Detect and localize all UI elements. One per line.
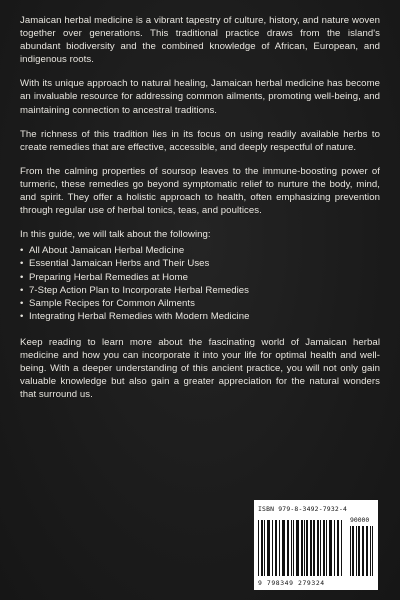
barcode-bar: [329, 520, 332, 576]
barcode-bar: [291, 520, 292, 576]
list-item-label: All About Jamaican Herbal Medicine: [29, 245, 185, 257]
barcode-bar: [301, 520, 303, 576]
barcode-bar: [272, 520, 273, 576]
list-item: [20, 284, 380, 297]
paragraph-2: With its unique approach to natural healing, Jamaican herbal medicine has become an invaluable resource for addressing common ailments, promoting well-being, and maintaining connection to ancestral traditions.: [20, 78, 380, 116]
bullet-icon: •: [20, 297, 24, 309]
barcode-bar: [306, 520, 308, 576]
list-item: [20, 310, 380, 323]
barcode-bar: [261, 520, 263, 576]
barcode-bar: [258, 520, 259, 576]
list-item-label: 7-Step Action Plan to Incorporate Herbal Remedies: [29, 284, 250, 296]
barcode-bar: [334, 520, 335, 576]
paragraph-3: The richness of this tradition lies in its focus on using readily available herbs to create remedies that are effective, accessible, and deeply respectful of nature.: [20, 128, 380, 153]
barcode-bar: [317, 520, 319, 576]
list-item: [20, 297, 380, 310]
barcode-bar: [323, 520, 325, 576]
barcode-bar: [267, 520, 270, 576]
barcode-bar: [287, 520, 289, 576]
barcode-bar: [279, 520, 280, 576]
cover-text: [20, 14, 380, 412]
barcode-bar: [352, 526, 354, 576]
bullet-icon: •: [20, 245, 24, 257]
barcode-bar: [293, 520, 294, 576]
guide-intro: In this guide, we will talk about the following:: [20, 229, 211, 241]
price-code: 90000: [350, 516, 370, 524]
bullet-icon: •: [20, 271, 24, 283]
barcode-bar: [337, 520, 339, 576]
barcode-bar: [370, 526, 371, 576]
barcode-bar: [350, 526, 351, 576]
barcode-bar: [372, 526, 373, 576]
barcode-bar: [275, 520, 277, 576]
barcode-bar: [326, 520, 327, 576]
list-item-label: Essential Jamaican Herbs and Their Uses: [29, 258, 210, 270]
guide-list: [20, 244, 380, 323]
barcode-bar: [313, 520, 315, 576]
list-item-label: Preparing Herbal Remedies at Home: [29, 271, 188, 283]
barcode-bar: [282, 520, 285, 576]
list-item: [20, 257, 380, 270]
closing-paragraph: Keep reading to learn more about the fascinating world of Jamaican herbal medicine and how you can incorporate it into your life for optimal health and well-being. With a deeper understanding of this ancient practice, you will not only gain valuable knowledge but also gain a greater appreciation for the natural wonders that surround us.: [20, 336, 380, 401]
barcode-icon: [258, 520, 376, 578]
barcode-bar: [358, 526, 360, 576]
list-item: [20, 271, 380, 284]
barcode-bar: [304, 520, 305, 576]
barcode-bar: [296, 520, 299, 576]
bullet-icon: •: [20, 258, 24, 270]
barcode-bar: [356, 526, 357, 576]
bullet-icon: •: [20, 310, 24, 322]
barcode-bar: [310, 520, 312, 576]
barcode-bar: [320, 520, 321, 576]
paragraph-1: Jamaican herbal medicine is a vibrant tapestry of culture, history, and nature woven together over generations. This traditional practice draws from the island's abundant biodiversity and the combined knowledge of African, European, and indigenous roots.: [20, 15, 380, 66]
isbn-label: ISBN 979-8-3492-7932-4: [258, 505, 348, 513]
paragraph-4: From the calming properties of soursop leaves to the immune-boosting power of turmeric, these remedies go beyond symptomatic relief to nurture the body, mind, and spirit. They offer a holistic approach to health, often emphasizing prevention through regular use of herbal tonics, teas, and poultices.: [20, 165, 380, 217]
barcode-bar: [366, 526, 368, 576]
barcode-number: 9 798349 279324: [258, 579, 325, 587]
list-item: [20, 244, 380, 257]
list-item-label: Integrating Herbal Remedies with Modern Medicine: [29, 310, 250, 322]
barcode-bar: [362, 526, 364, 576]
bullet-icon: •: [20, 284, 24, 296]
barcode-bar: [341, 520, 342, 576]
list-item-label: Sample Recipes for Common Ailments: [29, 297, 195, 309]
barcode-bar: [264, 520, 265, 576]
